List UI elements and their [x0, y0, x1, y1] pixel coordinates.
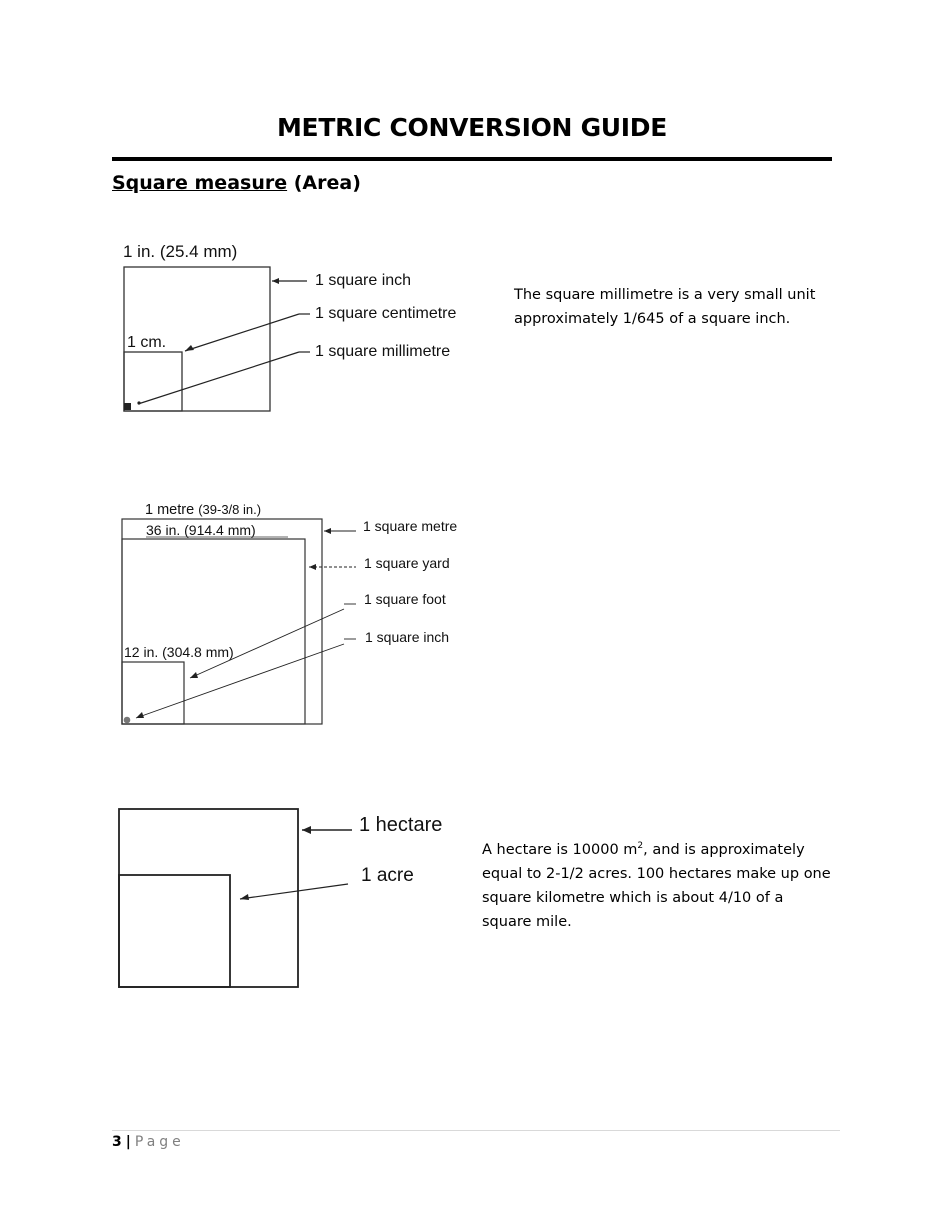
arrow-square-metre-head [324, 528, 331, 534]
square-inch-marker [124, 717, 131, 724]
label-square-cm: 1 square centimetre [315, 305, 457, 322]
square-yard-box [122, 539, 305, 724]
metre-side-label: 1 metre (39-3/8 in.) [145, 502, 262, 518]
section-heading-qualifier: (Area) [293, 172, 361, 194]
square-foot-box [122, 662, 184, 724]
label-square-inch: 1 square inch [315, 272, 412, 289]
label-square-inch-2: 1 square inch [365, 629, 450, 645]
arrow-acre-head [240, 894, 249, 900]
arrow-square-mm-dot [137, 401, 140, 404]
section-heading [112, 172, 361, 194]
footer-separator: | [125, 1134, 131, 1150]
yard-side-label: 36 in. (914.4 mm) [146, 522, 256, 538]
square-mm-description: The square millimetre is a very small unit approximately 1/645 of a square inch. [514, 287, 816, 327]
hectare-diagram [112, 800, 472, 1000]
inch-side-label: 1 in. (25.4 mm) [123, 242, 238, 261]
square-cm-box [124, 352, 182, 411]
arrow-square-cm [185, 314, 299, 351]
page-footer [112, 1134, 185, 1150]
label-hectare: 1 hectare [359, 814, 443, 836]
page-label: Page [134, 1134, 185, 1150]
page-number: 3 [112, 1134, 122, 1150]
arrow-square-inch-head [136, 712, 144, 718]
square-inch-diagram [112, 232, 502, 422]
label-square-foot: 1 square foot [364, 591, 446, 607]
arrow-square-cm-head [185, 345, 194, 351]
square-mm-marker [124, 403, 131, 410]
label-acre: 1 acre [361, 865, 414, 886]
square-metre-box [122, 519, 322, 724]
arrow-square-yard-head [309, 564, 316, 570]
label-square-yard: 1 square yard [364, 555, 450, 571]
hectare-description: A hectare is 10000 $m^2$, and is approximately equal to 2-1/2 acres. 100 hectares make up one square kilometre which is about 4/10 of a square mile. [482, 841, 831, 930]
page-title: METRIC CONVERSION GUIDE [276, 113, 668, 142]
title-underline-rule [112, 157, 832, 161]
label-square-metre: 1 square metre [363, 518, 458, 534]
arrow-hectare-head [302, 826, 311, 834]
arrow-acre [240, 884, 348, 899]
label-square-mm: 1 square millimetre [315, 343, 451, 360]
square-metre-diagram [112, 494, 492, 739]
arrow-square-foot-head [190, 672, 198, 678]
section-heading-main: Square measure [112, 172, 288, 194]
arrow-square-mm [138, 352, 299, 404]
hectare-box [119, 809, 298, 987]
acre-box [119, 875, 230, 987]
cm-side-label: 1 cm. [127, 334, 167, 351]
footer-rule [112, 1130, 840, 1131]
foot-side-label: 12 in. (304.8 mm) [124, 644, 234, 660]
arrow-square-inch-head [272, 278, 279, 284]
